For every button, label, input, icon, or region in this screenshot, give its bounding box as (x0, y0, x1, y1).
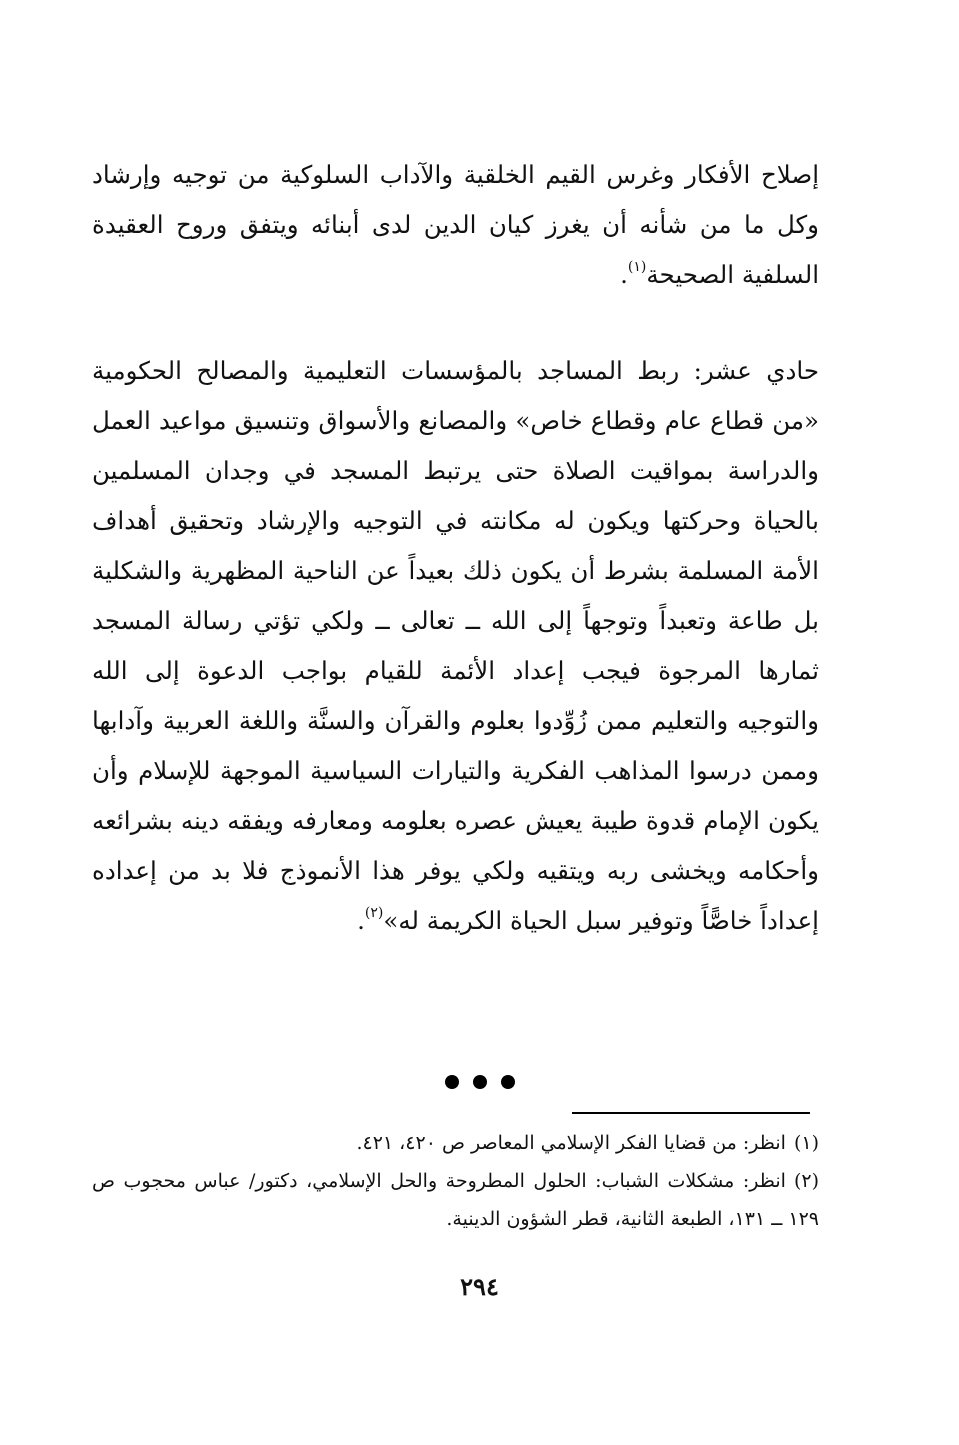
paragraph-2-text: حادي عشر: ربط المساجد بالمؤسسات التعليمية والمصالح الحكومية «من قطاع عام وقطاع خاص» والمصانع والأسواق وتنسيق مواعيد العمل والدراسة بمواقيت الصلاة حتى يرتبط المسجد في وجدان المسلمين بالحياة وحركتها ويكون له مكانته في التوجيه والإرشاد وتحقيق أهداف الأمة المسلمة بشرط أن يكون ذلك بعيداً عن الناحية المظهرية والشكلية بل طاعة وتعبداً وتوجهاً إلى الله ــ تعالى ــ ولكي تؤتي رسالة المسجد ثمارها المرجوة فيجب إعداد الأئمة للقيام بواجب الدعوة إلى الله والتوجيه والتعليم ممن زُوِّدوا بعلوم والقرآن والسنَّة واللغة العربية وآدابها وممن درسوا المذاهب الفكرية والتيارات السياسية الموجهة للإسلام وأن يكون الإمام قدوة طيبة يعيش عصره بعلومه ومعارفه ويفقه دينه بشرائعه وأحكامه ويخشى ربه ويتقيه ولكي يوفر هذا الأنموذج فلا بد من إعداده إعداداً خاصًّاً وتوفير سبل الحياة الكريمة له» (92, 356, 819, 935)
page-number: ٢٩٤ (460, 1272, 499, 1301)
section-separator (0, 1066, 959, 1096)
paragraph-1-end: . (620, 260, 628, 289)
footnote-2-number: (٢) (793, 1170, 819, 1192)
footnote-2 (92, 1162, 819, 1238)
paragraph-1-text: إصلاح الأفكار وغرس القيم الخلقية والآداب السلوكية من توجيه وإرشاد وكل ما من شأنه أن يغرز كيان الدين لدى أبنائه ويتفق وروح العقيدة السلفية الصحيحة (92, 160, 819, 289)
footnote-1-number: (١) (793, 1132, 819, 1154)
paragraph-2 (92, 346, 819, 946)
footnotes (92, 1124, 819, 1238)
paragraph-2-end: . (357, 906, 365, 935)
footnote-2-text: انظر: مشكلات الشباب: الحلول المطروحة والحل الإسلامي، دكتور/ عباس محجوب ص ١٢٩ ــ ١٣١، الطبعة الثانية، قطر الشؤون الدينية. (92, 1170, 819, 1230)
separator-dot (473, 1075, 487, 1089)
page-body (92, 150, 819, 946)
footnote-ref-2[interactable]: (٢) (364, 905, 384, 921)
footnote-ref-1[interactable]: (١) (627, 259, 647, 275)
footnote-1-text: انظر: من قضايا الفكر الإسلامي المعاصر ص ٤٢٠، ٤٢١. (356, 1132, 786, 1154)
paragraph-1 (92, 150, 819, 300)
footnote-divider (572, 1112, 810, 1114)
separator-dot (445, 1075, 459, 1089)
separator-dot (501, 1075, 515, 1089)
footnote-1 (92, 1124, 819, 1162)
